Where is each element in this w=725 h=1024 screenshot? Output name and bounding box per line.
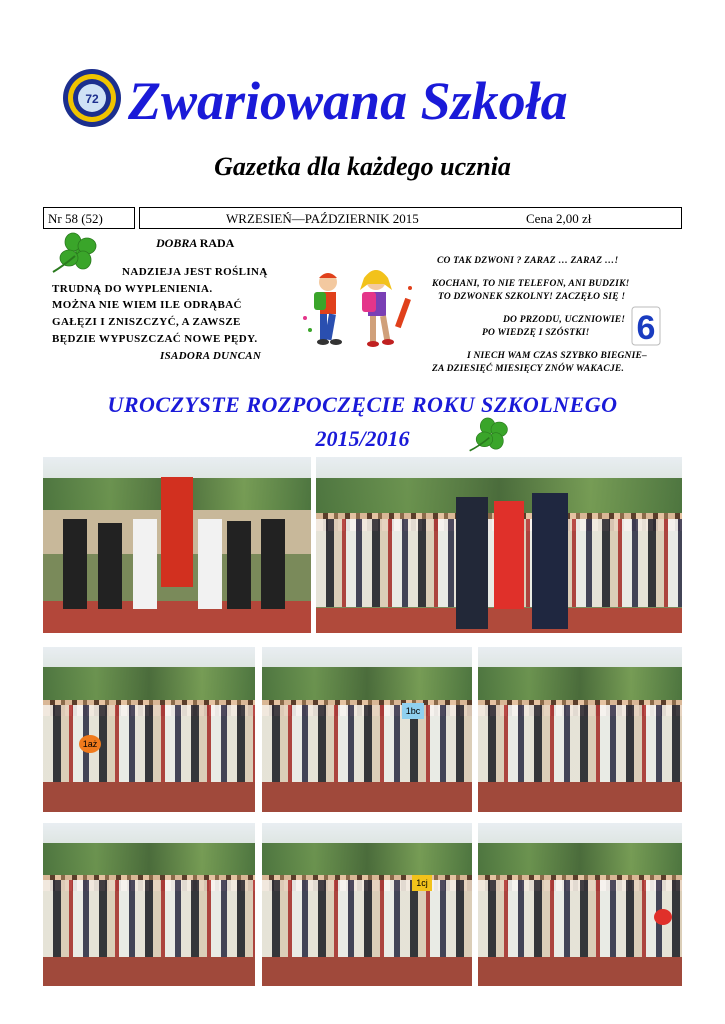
advice-line: NADZIEJA JEST ROŚLINĄ [122, 266, 268, 278]
logo-number: 72 [85, 92, 99, 106]
newspaper-subtitle: Gazetka dla każdego ucznia [214, 152, 511, 181]
kids-with-backpacks-illustration [300, 268, 420, 368]
article-headline: UROCZYSTE ROZPOCZĘCIE ROKU SZKOLNEGO [107, 392, 618, 417]
poem-line: I NIECH WAM CZAS SZYBKO BIEGNIE– [467, 351, 648, 361]
grade-digit: 6 [636, 309, 656, 346]
advice-heading-prefix: DOBRA [156, 236, 197, 250]
class-sign: 1bc [402, 703, 424, 719]
photo-class-1e [262, 823, 472, 986]
advice-author: ISADORA DUNCAN [160, 350, 262, 362]
advice-line: GAŁĘZI I ZNISZCZYĆ, A ZAWSZE [52, 316, 241, 328]
article-headline-year: 2015/2016 [315, 426, 410, 451]
flower-sign [654, 909, 672, 925]
photo-class-1f [478, 823, 682, 986]
school-emblem-icon [62, 68, 122, 128]
newspaper-title: Zwariowana Szkoła [128, 71, 568, 131]
poem-line: TO DZWONEK SZKOLNY! ZACZĘŁO SIĘ ! [438, 292, 626, 302]
photo-class-1c [478, 647, 682, 812]
advice-heading [156, 236, 234, 251]
poem-line: DO PRZODU, UCZNIOWIE! [503, 315, 626, 325]
class-sign: 1aż [79, 735, 101, 753]
four-leaf-clover-icon [468, 414, 514, 458]
photo-class-1b [262, 647, 472, 812]
poem-line: KOCHANI, TO NIE TELEFON, ANI BUDZIK! [432, 279, 630, 289]
photo-flag-bearers [43, 457, 311, 633]
poem-line: ZA DZIESIĘĆ MIESIĘCY ZNÓW WAKACJE. [432, 364, 625, 374]
photo-class-1d [43, 823, 255, 986]
issue-info-bar [139, 207, 682, 229]
advice-line: BĘDZIE WYPUSZCZAĆ NOWE PĘDY. [52, 333, 258, 345]
poem-line: CO TAK DZWONI ? ZARAZ … ZARAZ …! [437, 256, 619, 266]
issue-number: Nr 58 (52) [43, 207, 135, 229]
advice-line: MOŻNA NIE WIEM ILE ODRĄBAĆ [52, 299, 242, 311]
advice-heading-word: RADA [199, 236, 235, 250]
grade-six-icon [631, 306, 661, 346]
advice-line: TRUDNĄ DO WYPLENIENIA. [52, 283, 213, 295]
photo-teachers-ceremony [316, 457, 682, 633]
four-leaf-clover-icon [49, 232, 105, 280]
class-sign: 1cj [412, 875, 432, 891]
issue-price: Cena 2,00 zł [526, 211, 592, 226]
poem-line: PO WIEDZĘ I SZÓSTKI! [482, 328, 590, 338]
issue-date: WRZESIEŃ—PAŹDZIERNIK 2015 [226, 211, 419, 226]
photo-class-1a [43, 647, 255, 812]
